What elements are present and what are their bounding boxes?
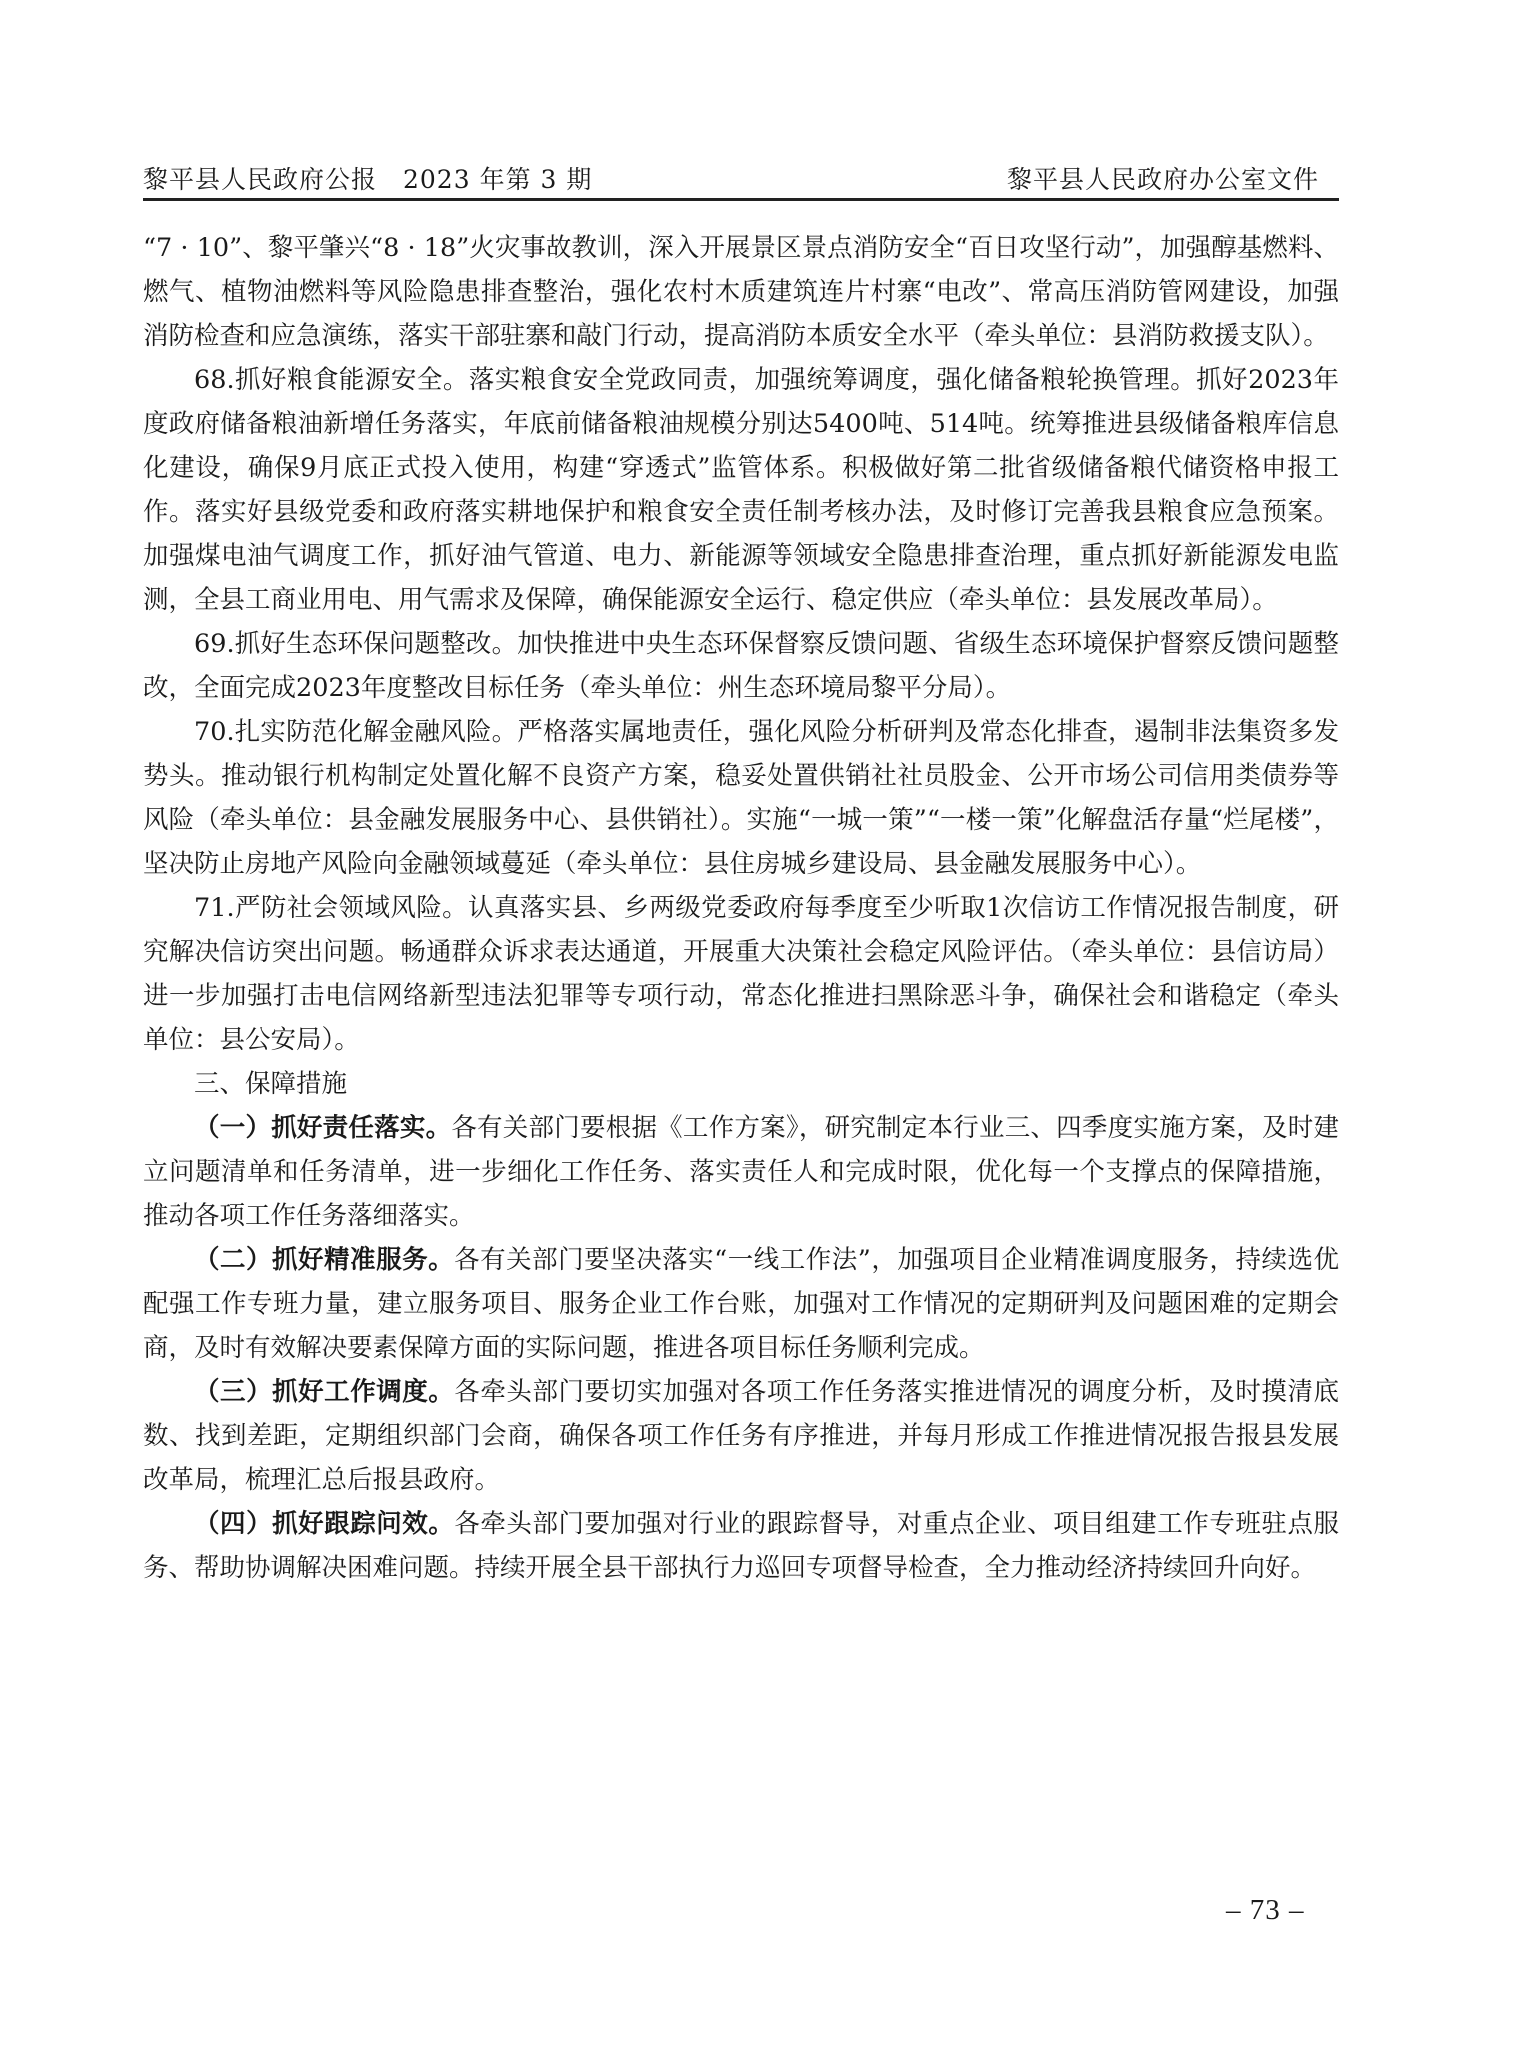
measure-lead: （四）抓好跟踪问效。 (194, 1509, 455, 1539)
paragraph-item-68 (143, 358, 1339, 622)
section-heading: 三、保障措施 (194, 1069, 348, 1099)
document-body (143, 226, 1339, 1590)
page-number: – 73 – (1226, 1894, 1305, 1926)
paragraph-item-69 (143, 622, 1339, 710)
measure-item-4 (143, 1502, 1339, 1590)
paragraph-continued (143, 226, 1339, 358)
measure-lead: （一）抓好责任落实。 (194, 1113, 452, 1143)
paragraph-text: 71.严防社会领域风险。认真落实县、乡两级党委政府每季度至少听取1次信访工作情况报告制度，研究解决信访突出问题。畅通群众诉求表达通道，开展重大决策社会稳定风险评估。（牵头单位：县信访局）进一步加强打击电信网络新型违法犯罪等专项行动，常态化推进扫黑除恶斗争，确保社会和谐稳定（牵头单位：县公安局）。 (143, 893, 1339, 1055)
bulletin-title: 黎平县人民政府公报 2023 年第 3 期 (143, 165, 593, 194)
paragraph-text: 70.扎实防范化解金融风险。严格落实属地责任，强化风险分析研判及常态化排查，遏制非法集资多发势头。推动银行机构制定处置化解不良资产方案，稳妥处置供销社社员股金、公开市场公司信用类债券等风险（牵头单位：县金融发展服务中心、县供销社）。实施“一城一策”“一楼一策”化解盘活存量“烂尾楼”，坚决防止房地产风险向金融领域蔓延（牵头单位：县住房城乡建设局、县金融发展服务中心）。 (143, 717, 1339, 879)
measure-lead: （三）抓好工作调度。 (194, 1377, 455, 1407)
paragraph-item-70 (143, 710, 1339, 886)
measure-text: 各牵头部门要切实加强对各项工作任务落实推进情况的调度分析，及时摸清底数、找到差距，定期组织部门会商，确保各项工作任务有序推进，并每月形成工作推进情况报告报县发展改革局，梳理汇总后报县政府。 (143, 1377, 1339, 1495)
measure-item-2 (143, 1238, 1339, 1370)
issuer-title: 黎平县人民政府办公室文件 (1006, 165, 1319, 194)
measure-item-3 (143, 1370, 1339, 1502)
measure-lead: （二）抓好精准服务。 (194, 1245, 455, 1275)
measure-text: 各有关部门要坚决落实“一线工作法”，加强项目企业精准调度服务，持续选优配强工作专班力量，建立服务项目、服务企业工作台账，加强对工作情况的定期研判及问题困难的定期会商，及时有效解决要素保障方面的实际问题，推进各项目标任务顺利完成。 (143, 1245, 1339, 1363)
paragraph-item-71 (143, 886, 1339, 1062)
paragraph-text: 68.抓好粮食能源安全。落实粮食安全党政同责，加强统筹调度，强化储备粮轮换管理。抓好2023年度政府储备粮油新增任务落实，年底前储备粮油规模分别达5400吨、514吨。统筹推进县级储备粮库信息化建设，确保9月底正式投入使用，构建“穿透式”监管体系。积极做好第二批省级储备粮代储资格申报工作。落实好县级党委和政府落实耕地保护和粮食安全责任制考核办法，及时修订完善我县粮食应急预案。加强煤电油气调度工作，抓好油气管道、电力、新能源等领域安全隐患排查治理，重点抓好新能源发电监测，全县工商业用电、用气需求及保障，确保能源安全运行、稳定供应（牵头单位：县发展改革局）。 (143, 365, 1339, 615)
paragraph-text: 69.抓好生态环保问题整改。加快推进中央生态环保督察反馈问题、省级生态环境保护督察反馈问题整改，全面完成2023年度整改目标任务（牵头单位：州生态环境局黎平分局）。 (143, 629, 1339, 703)
measure-item-1 (143, 1106, 1339, 1238)
paragraph-text: “7 · 10”、黎平肇兴“8 · 18”火灾事故教训，深入开展景区景点消防安全“百日攻坚行动”，加强醇基燃料、燃气、植物油燃料等风险隐患排查整治，强化农村木质建筑连片村寨“电改”、常高压消防管网建设，加强消防检查和应急演练，落实干部驻寨和敲门行动，提高消防本质安全水平（牵头单位：县消防救援支队）。 (143, 233, 1339, 351)
measure-text: 各牵头部门要加强对行业的跟踪督导，对重点企业、项目组建工作专班驻点服务、帮助协调解决困难问题。持续开展全县干部执行力巡回专项督导检查，全力推动经济持续回升向好。 (143, 1509, 1339, 1583)
page-header (143, 158, 1339, 201)
measure-text: 各有关部门要根据《工作方案》，研究制定本行业三、四季度实施方案，及时建立问题清单和任务清单，进一步细化工作任务、落实责任人和完成时限，优化每一个支撑点的保障措施，推动各项工作任务落细落实。 (143, 1113, 1339, 1231)
